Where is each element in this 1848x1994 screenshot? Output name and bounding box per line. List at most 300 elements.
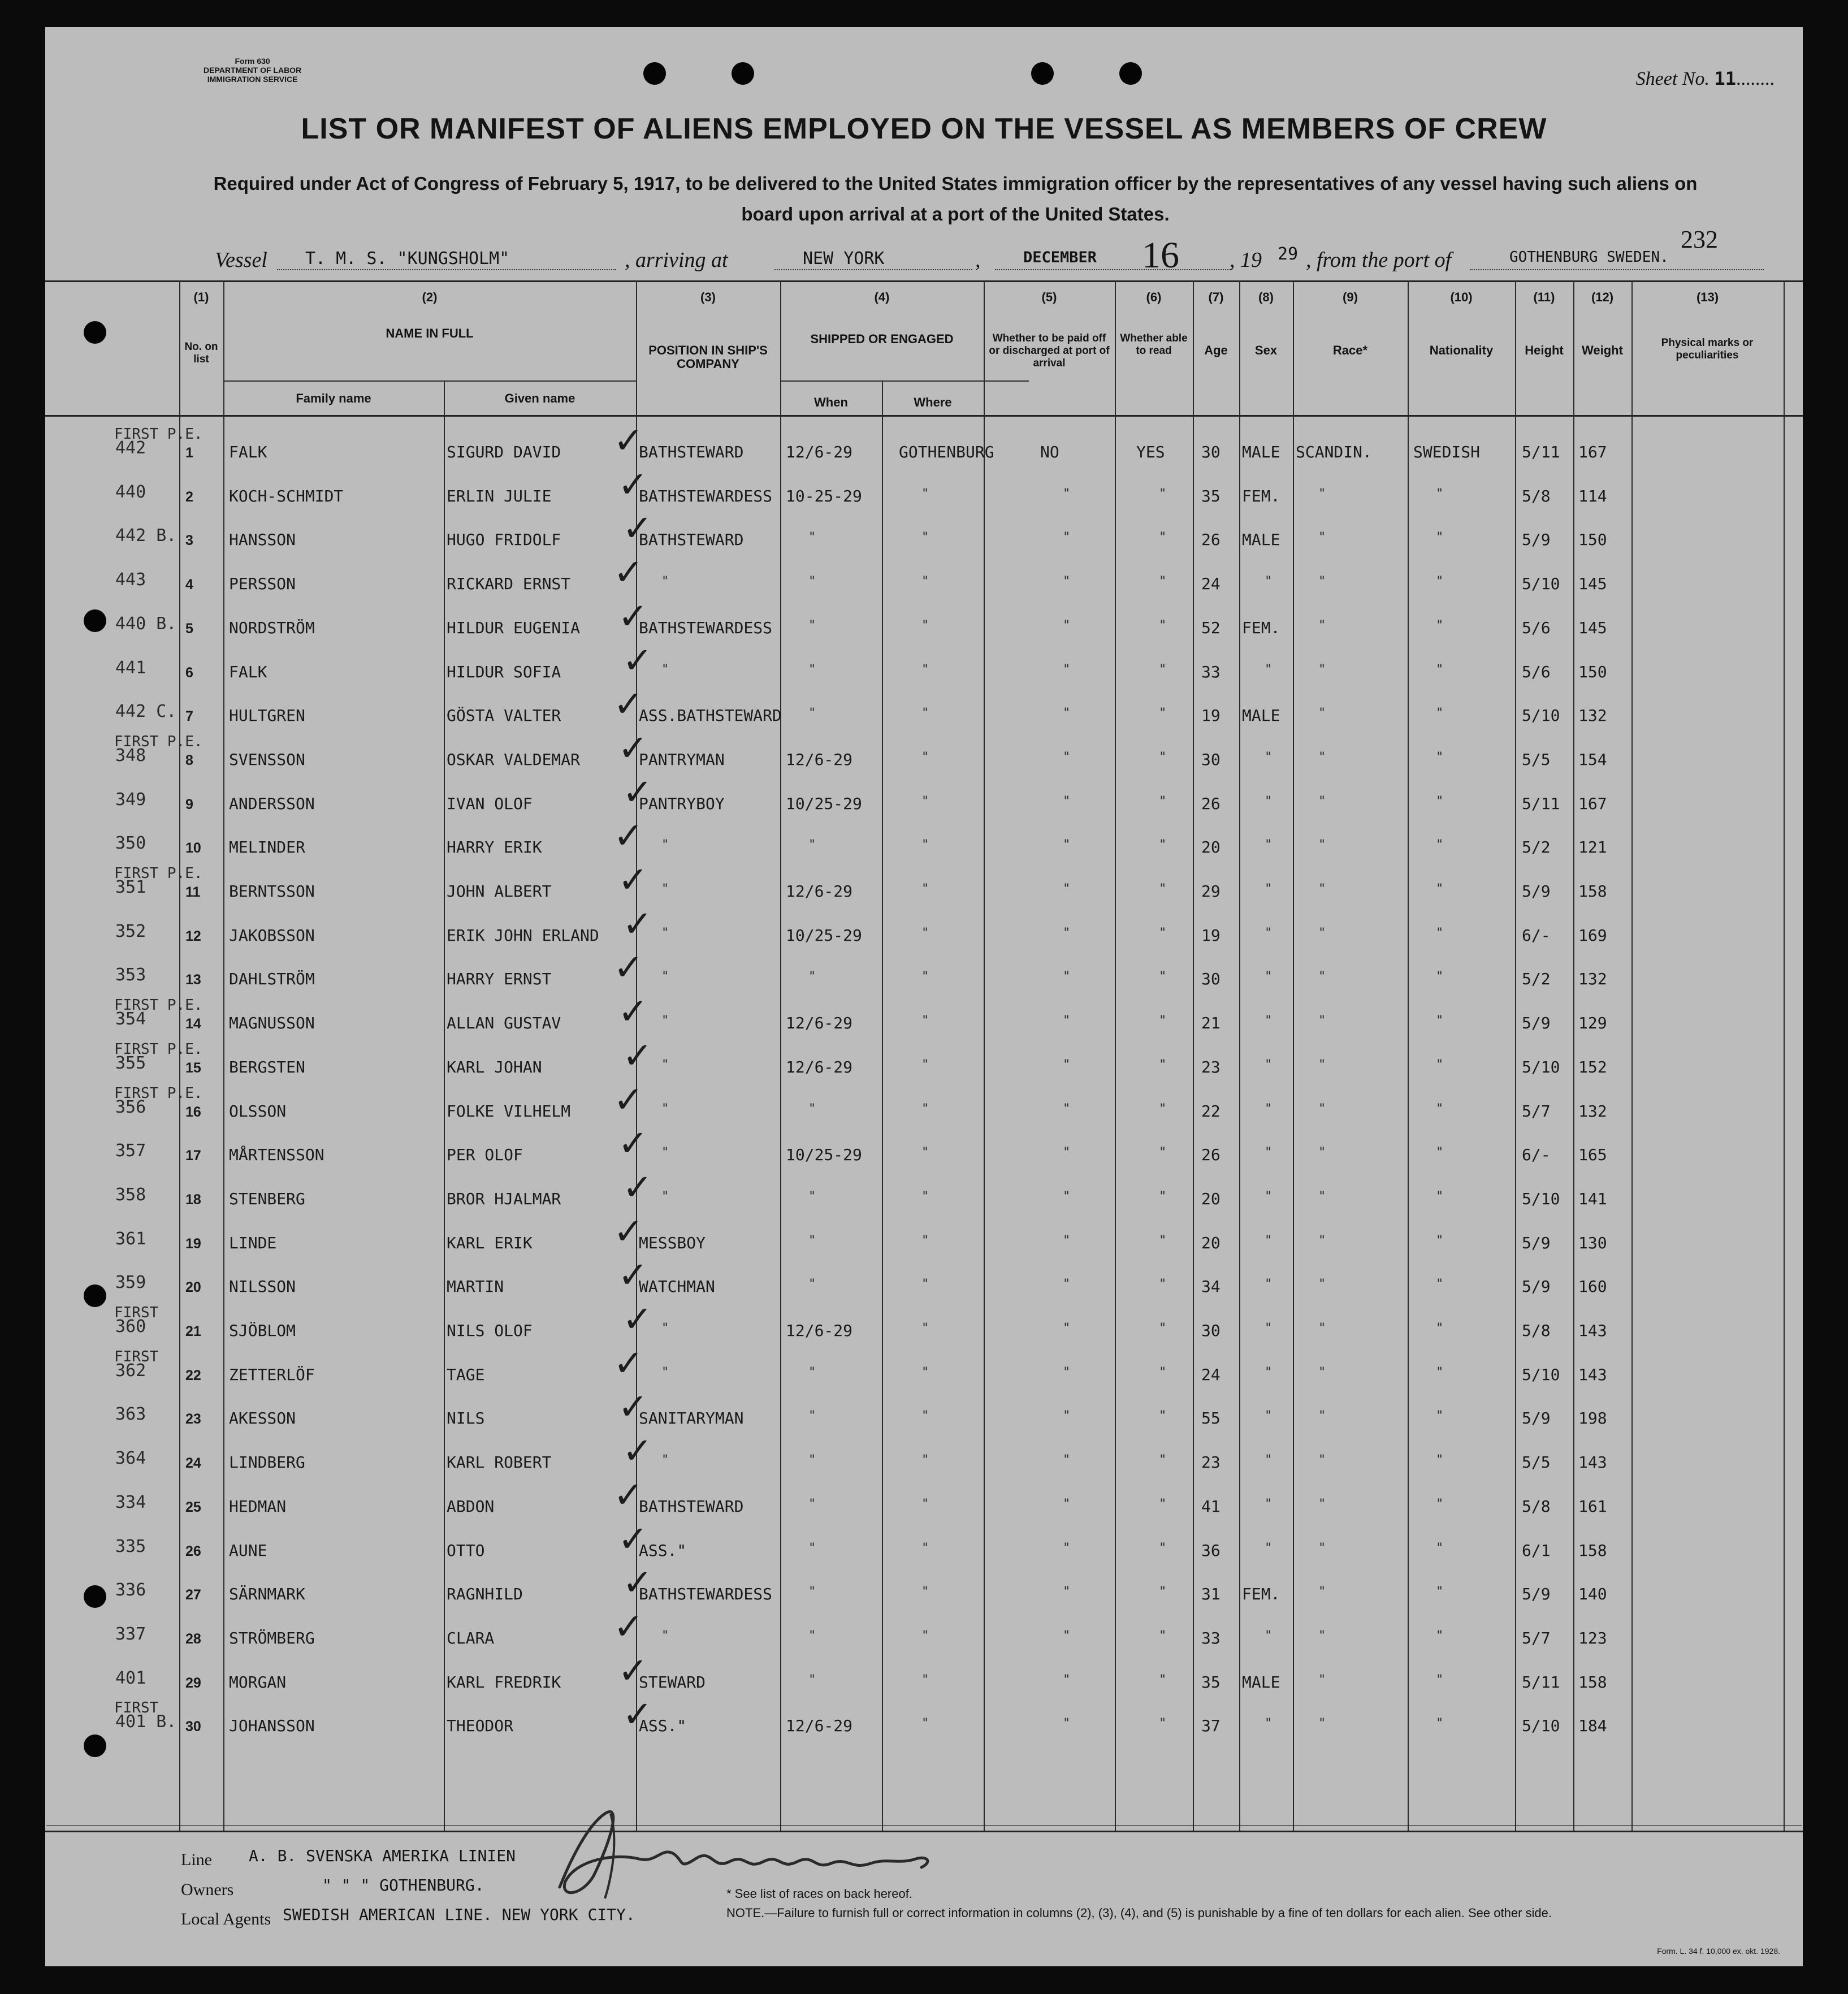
row-height: 5/10 (1522, 1716, 1560, 1736)
row-race: " (1318, 486, 1326, 501)
row-family: KOCH-SCHMIDT (229, 486, 344, 505)
row-height: 5/10 (1522, 1057, 1560, 1076)
row-no: 30 (185, 1719, 201, 1735)
row-nat: " (1436, 1101, 1444, 1116)
row-family: SÄRNMARK (229, 1585, 305, 1604)
list-number: 232 (1681, 226, 1718, 253)
col-header-family: Family name (296, 391, 371, 405)
penalty-note: NOTE.—Failure to furnish full or correct information in columns (2), (3), (4), and (5) is punishable by a fine of ten dollars for each alien. See other side. (726, 1906, 1552, 1920)
row-weight: 129 (1578, 1014, 1607, 1033)
row-position: " (661, 1189, 669, 1204)
row-age: 33 (1201, 1628, 1221, 1647)
row-given: KARL ROBERT (447, 1453, 552, 1472)
row-read: " (1159, 574, 1167, 589)
row-age: 23 (1201, 1453, 1221, 1472)
owners-label: Owners (181, 1880, 234, 1899)
row-race: " (1318, 574, 1326, 589)
row-family: HANSSON (229, 530, 296, 550)
row-sex: " (1265, 1716, 1273, 1731)
row-height: 5/9 (1522, 530, 1551, 550)
row-weight: 150 (1578, 662, 1607, 681)
row-no: 2 (185, 488, 193, 505)
check-mark-icon: ✓ (618, 1518, 648, 1560)
row-position: " (661, 1014, 669, 1028)
row-height: 5/2 (1522, 838, 1551, 857)
row-no: 14 (185, 1016, 201, 1032)
row-paid: " (1063, 925, 1071, 940)
row-height: 5/5 (1522, 750, 1551, 769)
punch-hole (643, 62, 666, 85)
row-no: 18 (185, 1191, 201, 1208)
row-read: " (1159, 706, 1167, 721)
row-when: 10/25-29 (786, 925, 862, 945)
row-position: " (661, 970, 669, 984)
row-where: " (921, 706, 929, 721)
row-weight: 140 (1578, 1585, 1607, 1604)
row-nat: " (1436, 1409, 1444, 1424)
row-nat: " (1436, 1628, 1444, 1643)
vessel-label: Vessel (215, 248, 267, 272)
row-weight: 150 (1578, 530, 1607, 550)
row-paid: " (1063, 1277, 1071, 1292)
row-age: 36 (1201, 1541, 1221, 1560)
row-given: PER OLOF (447, 1145, 523, 1165)
col12-number: (12) (1591, 290, 1614, 304)
row-given: RICKARD ERNST (447, 574, 571, 594)
row-sex: " (1265, 1277, 1273, 1292)
row-given: OTTO (447, 1541, 485, 1560)
row-where: " (921, 486, 929, 501)
row-given: OSKAR VALDEMAR (447, 750, 581, 769)
row-paid: " (1063, 1585, 1071, 1599)
row-read: " (1159, 1101, 1167, 1116)
row-height: 5/9 (1522, 1409, 1551, 1428)
row-nat: " (1436, 1585, 1444, 1599)
row-age: 30 (1201, 1321, 1221, 1340)
row-race: " (1318, 1365, 1326, 1379)
row-ref: 357 (115, 1141, 146, 1161)
row-paid: " (1063, 970, 1071, 984)
row-ref: 359 (115, 1273, 146, 1293)
row-ref: 334 (115, 1492, 146, 1512)
row-given: FOLKE VILHELM (447, 1101, 571, 1121)
row-no: 25 (185, 1499, 201, 1515)
col-header-weight: Weight (1582, 343, 1623, 357)
row-paid: " (1063, 1145, 1071, 1160)
row-where: " (921, 574, 929, 589)
row-nat: " (1436, 1321, 1444, 1335)
row-age: 33 (1201, 662, 1221, 681)
row-paid: " (1063, 1057, 1071, 1072)
row-sex: " (1265, 925, 1273, 940)
col-header-when: When (814, 395, 848, 409)
row-ref: 442 (115, 438, 146, 458)
col-header-height: Height (1525, 343, 1564, 357)
row-weight: 143 (1578, 1321, 1607, 1340)
row-nat: " (1436, 486, 1444, 501)
row-height: 5/8 (1522, 1321, 1551, 1340)
row-paid: " (1063, 1189, 1071, 1204)
row-read: " (1159, 882, 1167, 896)
row-nat: SWEDISH (1413, 443, 1481, 461)
departure-port: GOTHENBURG SWEDEN. (1509, 249, 1669, 266)
row-read: " (1159, 1585, 1167, 1599)
row-given: KARL ERIK (447, 1233, 533, 1252)
row-family: AUNE (229, 1541, 267, 1560)
department-name: DEPARTMENT OF LABOR (204, 66, 302, 75)
row-when: 12/6-29 (786, 443, 853, 461)
row-race: " (1318, 1672, 1326, 1687)
row-height: 5/9 (1522, 1585, 1551, 1604)
row-no: 15 (185, 1059, 201, 1076)
row-where: " (921, 1409, 929, 1424)
row-height: 5/11 (1522, 794, 1560, 813)
row-age: 21 (1201, 1014, 1221, 1033)
service-name: IMMIGRATION SERVICE (207, 75, 298, 84)
row-paid: " (1063, 1409, 1071, 1424)
row-height: 5/9 (1522, 1014, 1551, 1033)
vessel-name: T. M. S. "KUNGSHOLM" (305, 249, 510, 269)
row-given: KARL FREDRIK (447, 1672, 561, 1692)
row-paid: " (1063, 838, 1071, 853)
row-where: " (921, 1101, 929, 1116)
row-nat: " (1436, 970, 1444, 984)
row-position: " (661, 1101, 669, 1116)
col-header-where: Where (914, 395, 952, 409)
row-ref: 441 (115, 658, 146, 678)
row-sex: " (1265, 1057, 1273, 1072)
row-weight: 161 (1578, 1496, 1607, 1516)
row-when: 12/6-29 (786, 1321, 853, 1340)
row-nat: " (1436, 1496, 1444, 1511)
row-no: 17 (185, 1148, 201, 1164)
row-read: " (1159, 1189, 1167, 1204)
row-read: " (1159, 1321, 1167, 1335)
row-nat: " (1436, 706, 1444, 721)
row-where: " (921, 1716, 929, 1731)
row-when: " (808, 1585, 816, 1599)
row-position: BATHSTEWARD (639, 443, 744, 461)
form-footer-code: Form. L. 34 f. 10,000 ex. okt. 1928. (1657, 1947, 1780, 1956)
col11-number: (11) (1533, 290, 1555, 304)
check-mark-icon: ✓ (613, 420, 644, 462)
row-race: " (1318, 838, 1326, 853)
row-paid: " (1063, 794, 1071, 808)
row-family: SJÖBLOM (229, 1321, 296, 1340)
row-age: 41 (1201, 1496, 1221, 1516)
row-read: " (1159, 1365, 1167, 1379)
row-when: 10/25-29 (786, 1145, 862, 1165)
row-ref: 360 (115, 1317, 146, 1336)
check-mark-icon: ✓ (618, 991, 648, 1033)
row-sex: " (1265, 1365, 1273, 1379)
row-position: " (661, 1365, 669, 1379)
row-no: 5 (185, 620, 193, 637)
row-sex: " (1265, 838, 1273, 853)
row-read: " (1159, 662, 1167, 677)
row-race: " (1318, 1014, 1326, 1028)
check-mark-icon: ✓ (618, 1386, 648, 1429)
row-read: " (1159, 618, 1167, 633)
row-when: " (808, 838, 816, 853)
row-where: " (921, 1496, 929, 1511)
row-sex: " (1265, 1409, 1273, 1424)
row-race: " (1318, 530, 1326, 545)
row-ref: 350 (115, 833, 146, 854)
row-given: HARRY ERNST (447, 970, 552, 989)
row-read: " (1159, 1409, 1167, 1424)
punch-hole (84, 1585, 106, 1608)
row-where: " (921, 1145, 929, 1160)
row-ref: 442 B. (115, 526, 177, 546)
check-mark-icon: ✓ (618, 1255, 648, 1297)
arrival-day: 16 (1142, 235, 1179, 276)
row-family: ZETTERLÖF (229, 1365, 315, 1384)
row-family: MÅRTENSSON (229, 1145, 324, 1165)
check-mark-icon: ✓ (618, 464, 648, 506)
row-position: " (661, 1057, 669, 1072)
row-when: 12/6-29 (786, 1057, 853, 1076)
punch-hole (1119, 62, 1142, 85)
check-mark-icon: ✓ (622, 1430, 653, 1473)
row-position: SANITARYMAN (639, 1409, 744, 1428)
row-race: " (1318, 1189, 1326, 1204)
row-paid: " (1063, 1541, 1071, 1555)
row-paid: " (1063, 1321, 1071, 1335)
row-race: " (1318, 1233, 1326, 1248)
col7-number: (7) (1208, 290, 1224, 304)
row-no: 12 (185, 928, 201, 944)
row-weight: 158 (1578, 1541, 1607, 1560)
col-header-nationality: Nationality (1429, 343, 1494, 357)
row-height: 5/10 (1522, 1365, 1560, 1384)
row-position: BATHSTEWARDESS (639, 486, 773, 505)
row-paid: " (1063, 1014, 1071, 1028)
check-mark-icon: ✓ (613, 1342, 644, 1385)
row-when: " (808, 618, 816, 633)
row-no: 26 (185, 1543, 201, 1559)
row-family: BERGSTEN (229, 1057, 305, 1076)
row-paid: " (1063, 706, 1071, 721)
row-read: " (1159, 838, 1167, 853)
row-position: PANTRYBOY (639, 794, 725, 813)
row-age: 34 (1201, 1277, 1221, 1296)
row-when: " (808, 530, 816, 545)
row-sex: MALE (1242, 706, 1280, 725)
row-given: SIGURD DAVID (447, 443, 561, 461)
vessel-line: Vessel T. M. S. "KUNGSHOLM" , arriving at NEW YORK , DECEMBER 16 , 19 29 , from the port of GOTHENBURG SWEDEN. (215, 242, 1775, 276)
row-paid: " (1063, 662, 1071, 677)
row-sex: " (1265, 1496, 1273, 1511)
row-race: " (1318, 882, 1326, 896)
row-height: 5/8 (1522, 1496, 1551, 1516)
check-mark-icon: ✓ (622, 903, 653, 945)
row-height: 5/6 (1522, 618, 1551, 637)
row-read: " (1159, 1057, 1167, 1072)
row-no: 9 (185, 796, 193, 812)
row-ref: 362 (115, 1360, 146, 1381)
row-race: " (1318, 1585, 1326, 1599)
row-family: AKESSON (229, 1409, 296, 1428)
row-where: " (921, 750, 929, 764)
row-race: " (1318, 1101, 1326, 1116)
row-nat: " (1436, 750, 1444, 764)
row-age: 30 (1201, 443, 1221, 461)
row-race: " (1318, 925, 1326, 940)
col-header-paidoff: Whether to be paid off or discharged at port of arrival (989, 332, 1110, 369)
row-position: " (661, 574, 669, 589)
row-no: 8 (185, 752, 193, 768)
row-nat: " (1436, 1233, 1444, 1248)
row-when: " (808, 1453, 816, 1468)
row-when: 10-25-29 (786, 486, 862, 505)
arrival-port: NEW YORK (803, 249, 885, 269)
row-when: " (808, 1233, 816, 1248)
row-ref: 440 B. (115, 613, 177, 634)
sheet-value: 11 (1714, 68, 1736, 89)
row-age: 55 (1201, 1409, 1221, 1428)
row-where: " (921, 1189, 929, 1204)
row-family: PERSSON (229, 574, 296, 594)
row-sex: " (1265, 662, 1273, 677)
row-position: WATCHMAN (639, 1277, 715, 1296)
row-no: 7 (185, 708, 193, 725)
row-when: " (808, 1496, 816, 1511)
col-header-name: NAME IN FULL (386, 326, 474, 340)
row-age: 31 (1201, 1585, 1221, 1604)
row-ref: 335 (115, 1536, 146, 1556)
row-family: JOHANSSON (229, 1716, 315, 1736)
page-title: LIST OR MANIFEST OF ALIENS EMPLOYED ON THE VESSEL AS MEMBERS OF CREW (301, 113, 1547, 145)
row-race: " (1318, 1277, 1326, 1292)
row-given: ABDON (447, 1496, 495, 1516)
row-position: " (661, 1321, 669, 1335)
row-position: " (661, 662, 669, 677)
row-weight: 167 (1578, 794, 1607, 813)
row-ref: 440 (115, 482, 146, 502)
department-block (204, 57, 301, 84)
row-weight: 143 (1578, 1365, 1607, 1384)
check-mark-icon: ✓ (613, 1210, 644, 1253)
arriving-label: , arriving at (625, 248, 728, 272)
row-race: " (1318, 1453, 1326, 1468)
row-where: " (921, 794, 929, 808)
row-sex: " (1265, 1628, 1273, 1643)
row-where: " (921, 925, 929, 940)
row-ref: 358 (115, 1184, 146, 1205)
row-ref: 337 (115, 1624, 146, 1644)
row-ref: 361 (115, 1229, 146, 1249)
row-given: GÖSTA VALTER (447, 706, 561, 725)
row-read: YES (1136, 443, 1165, 461)
row-family: LINDBERG (229, 1453, 305, 1472)
row-age: 26 (1201, 530, 1221, 550)
row-position: " (661, 1628, 669, 1643)
row-given: RAGNHILD (447, 1585, 523, 1604)
row-when: " (808, 662, 816, 677)
row-where: " (921, 970, 929, 984)
row-paid: NO (1040, 443, 1059, 461)
row-note: FIRST P.E. (114, 426, 203, 443)
row-family: HEDMAN (229, 1496, 287, 1516)
check-mark-icon: ✓ (613, 947, 644, 989)
row-where: " (921, 618, 929, 633)
row-race: " (1318, 706, 1326, 721)
row-note: FIRST P.E. (114, 865, 203, 882)
row-height: 5/9 (1522, 1233, 1551, 1252)
year-prefix: , 19 (1230, 248, 1262, 272)
row-weight: 154 (1578, 750, 1607, 769)
row-ref: 355 (115, 1053, 146, 1073)
row-height: 5/11 (1522, 443, 1560, 461)
arrival-year: 29 (1278, 244, 1299, 264)
row-age: 24 (1201, 574, 1221, 594)
row-given: TAGE (447, 1365, 485, 1384)
row-when: 12/6-29 (786, 750, 853, 769)
row-nat: " (1436, 1277, 1444, 1292)
row-weight: 198 (1578, 1409, 1607, 1428)
row-where: " (921, 1233, 929, 1248)
row-given: HARRY ERIK (447, 838, 542, 857)
col3-number: (3) (700, 290, 716, 304)
check-mark-icon: ✓ (622, 1562, 653, 1604)
punch-hole (732, 62, 754, 85)
row-age: 30 (1201, 970, 1221, 989)
row-race: " (1318, 1496, 1326, 1511)
col2-number: (2) (422, 290, 438, 304)
row-race: " (1318, 1628, 1326, 1643)
row-read: " (1159, 1628, 1167, 1643)
row-nat: " (1436, 1145, 1444, 1160)
row-paid: " (1063, 530, 1071, 545)
row-paid: " (1063, 750, 1071, 764)
row-no: 16 (185, 1104, 201, 1120)
row-family: MAGNUSSON (229, 1014, 315, 1033)
row-nat: " (1436, 882, 1444, 896)
row-read: " (1159, 1453, 1167, 1468)
row-age: 35 (1201, 1672, 1221, 1692)
row-position: MESSBOY (639, 1233, 706, 1252)
row-sex: " (1265, 1189, 1273, 1204)
row-height: 5/10 (1522, 1189, 1560, 1208)
row-no: 19 (185, 1235, 201, 1252)
row-paid: " (1063, 1453, 1071, 1468)
row-sex: " (1265, 1453, 1273, 1468)
row-nat: " (1436, 1014, 1444, 1028)
check-mark-icon: ✓ (622, 1166, 653, 1209)
row-nat: " (1436, 574, 1444, 589)
row-weight: 132 (1578, 970, 1607, 989)
row-weight: 145 (1578, 574, 1607, 594)
check-mark-icon: ✓ (622, 771, 653, 814)
row-ref: 401 B. (115, 1712, 177, 1732)
row-when: 10/25-29 (786, 794, 862, 813)
row-nat: " (1436, 794, 1444, 808)
row-ref: 353 (115, 965, 146, 985)
row-height: 6/1 (1522, 1541, 1551, 1560)
row-when: " (808, 574, 816, 589)
row-ref: 442 C. (115, 702, 177, 722)
row-race: " (1318, 1716, 1326, 1731)
page-subtitle: Required under Act of Congress of February 5, 1917, to be delivered to the United States immigration officer by the representatives of any vessel having such aliens on board upon arrival at a port of the United States. (213, 173, 1698, 224)
check-mark-icon: ✓ (622, 1694, 653, 1736)
punch-hole (84, 321, 106, 344)
col9-number: (9) (1343, 290, 1358, 304)
row-ref: 336 (115, 1580, 146, 1601)
row-paid: " (1063, 574, 1071, 589)
row-sex: MALE (1242, 1672, 1280, 1692)
row-paid: " (1063, 618, 1071, 633)
